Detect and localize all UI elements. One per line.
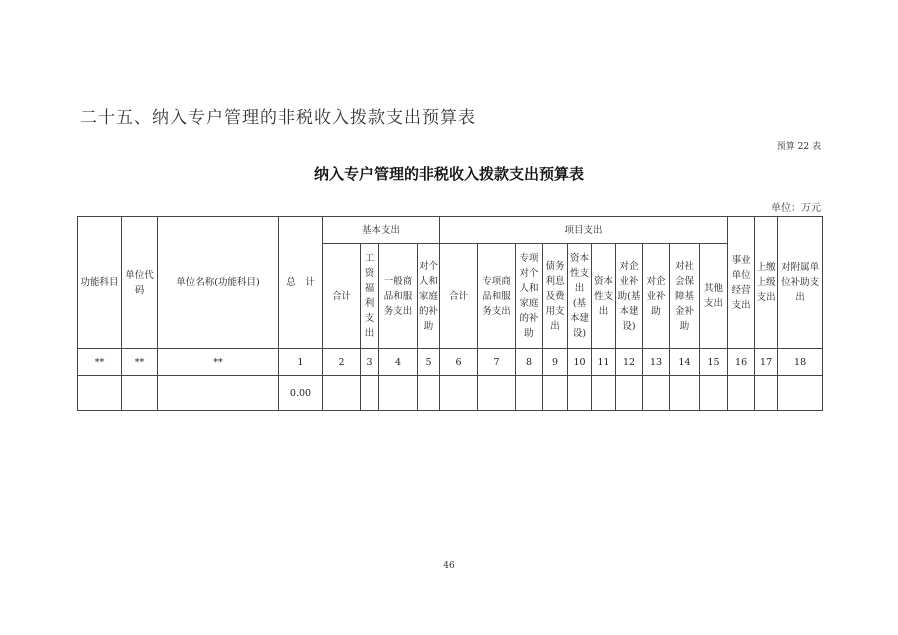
data-cell: [516, 376, 543, 411]
budget-table: [77, 216, 823, 411]
header-basic-total: 合计: [323, 244, 361, 349]
data-cell: [440, 376, 478, 411]
index-cell: 1: [279, 349, 323, 376]
data-cell-total: 0.00: [279, 376, 323, 411]
index-cell: 15: [700, 349, 728, 376]
header-goods-services: 一般商品和服务支出: [379, 244, 418, 349]
data-cell: [728, 376, 755, 411]
data-cell: [643, 376, 670, 411]
data-row: [78, 376, 823, 411]
header-row-1: [78, 217, 823, 244]
index-cell: **: [78, 349, 122, 376]
index-cell: 6: [440, 349, 478, 376]
index-cell: 18: [778, 349, 823, 376]
data-cell: [568, 376, 592, 411]
index-cell: **: [158, 349, 279, 376]
header-unit-name: 单位名称(功能科目): [158, 217, 279, 349]
data-cell: [778, 376, 823, 411]
header-capital: 资本性支出: [592, 244, 616, 349]
header-unit-code: 单位代码: [122, 217, 158, 349]
data-cell: [78, 376, 122, 411]
index-cell: 3: [361, 349, 379, 376]
header-affiliated-subsidy: 对附属单位补助支出: [778, 217, 823, 349]
index-cell: 14: [670, 349, 700, 376]
data-cell: [543, 376, 568, 411]
table-title: 纳入专户管理的非税收入拨款支出预算表: [313, 165, 584, 183]
index-cell: 9: [543, 349, 568, 376]
index-cell: 5: [418, 349, 440, 376]
data-cell: [379, 376, 418, 411]
data-cell: [478, 376, 516, 411]
unit-label: 单位：万元: [771, 203, 821, 214]
data-cell: [323, 376, 361, 411]
data-cell: [700, 376, 728, 411]
header-basic-expenditure: 基本支出: [323, 217, 440, 244]
index-cell: 17: [755, 349, 778, 376]
index-cell: **: [122, 349, 158, 376]
header-debt-interest: 债务利息及费用支出: [543, 244, 568, 349]
header-enterprise-subsidy-infrastructure: 对企业补助(基本建设): [616, 244, 643, 349]
data-cell: [361, 376, 379, 411]
header-personal-family-subsidy: 对个人和家庭的补助: [418, 244, 440, 349]
header-func-subject: 功能科目: [78, 217, 122, 349]
header-social-security-subsidy: 对社会保障基金补助: [670, 244, 700, 349]
data-cell: [122, 376, 158, 411]
index-cell: 11: [592, 349, 616, 376]
header-enterprise-operation: 事业单位经营支出: [728, 217, 755, 349]
index-cell: 4: [379, 349, 418, 376]
data-cell: [616, 376, 643, 411]
index-row: [78, 349, 823, 376]
data-cell: [418, 376, 440, 411]
section-title: 二十五、纳入专户管理的非税收入拨款支出预算表: [80, 108, 476, 128]
header-project-total: 合计: [440, 244, 478, 349]
header-other: 其他支出: [700, 244, 728, 349]
data-cell: [158, 376, 279, 411]
header-enterprise-subsidy: 对企业补助: [643, 244, 670, 349]
page-number: 46: [443, 561, 455, 571]
header-special-goods-services: 专项商品和服务支出: [478, 244, 516, 349]
index-cell: 7: [478, 349, 516, 376]
data-cell: [755, 376, 778, 411]
form-code: 预算 22 表: [776, 142, 821, 152]
index-cell: 8: [516, 349, 543, 376]
header-project-expenditure: 项目支出: [440, 217, 728, 244]
index-cell: 12: [616, 349, 643, 376]
data-cell: [670, 376, 700, 411]
header-salary-welfare: 工资福利支出: [361, 244, 379, 349]
header-upper-level: 上缴上级支出: [755, 217, 778, 349]
data-cell: [592, 376, 616, 411]
header-capital-infrastructure: 资本性支出(基本建设): [568, 244, 592, 349]
index-cell: 2: [323, 349, 361, 376]
header-special-personal-subsidy: 专项对个人和家庭的补助: [516, 244, 543, 349]
index-cell: 16: [728, 349, 755, 376]
index-cell: 13: [643, 349, 670, 376]
header-total: 总 计: [279, 217, 323, 349]
index-cell: 10: [568, 349, 592, 376]
